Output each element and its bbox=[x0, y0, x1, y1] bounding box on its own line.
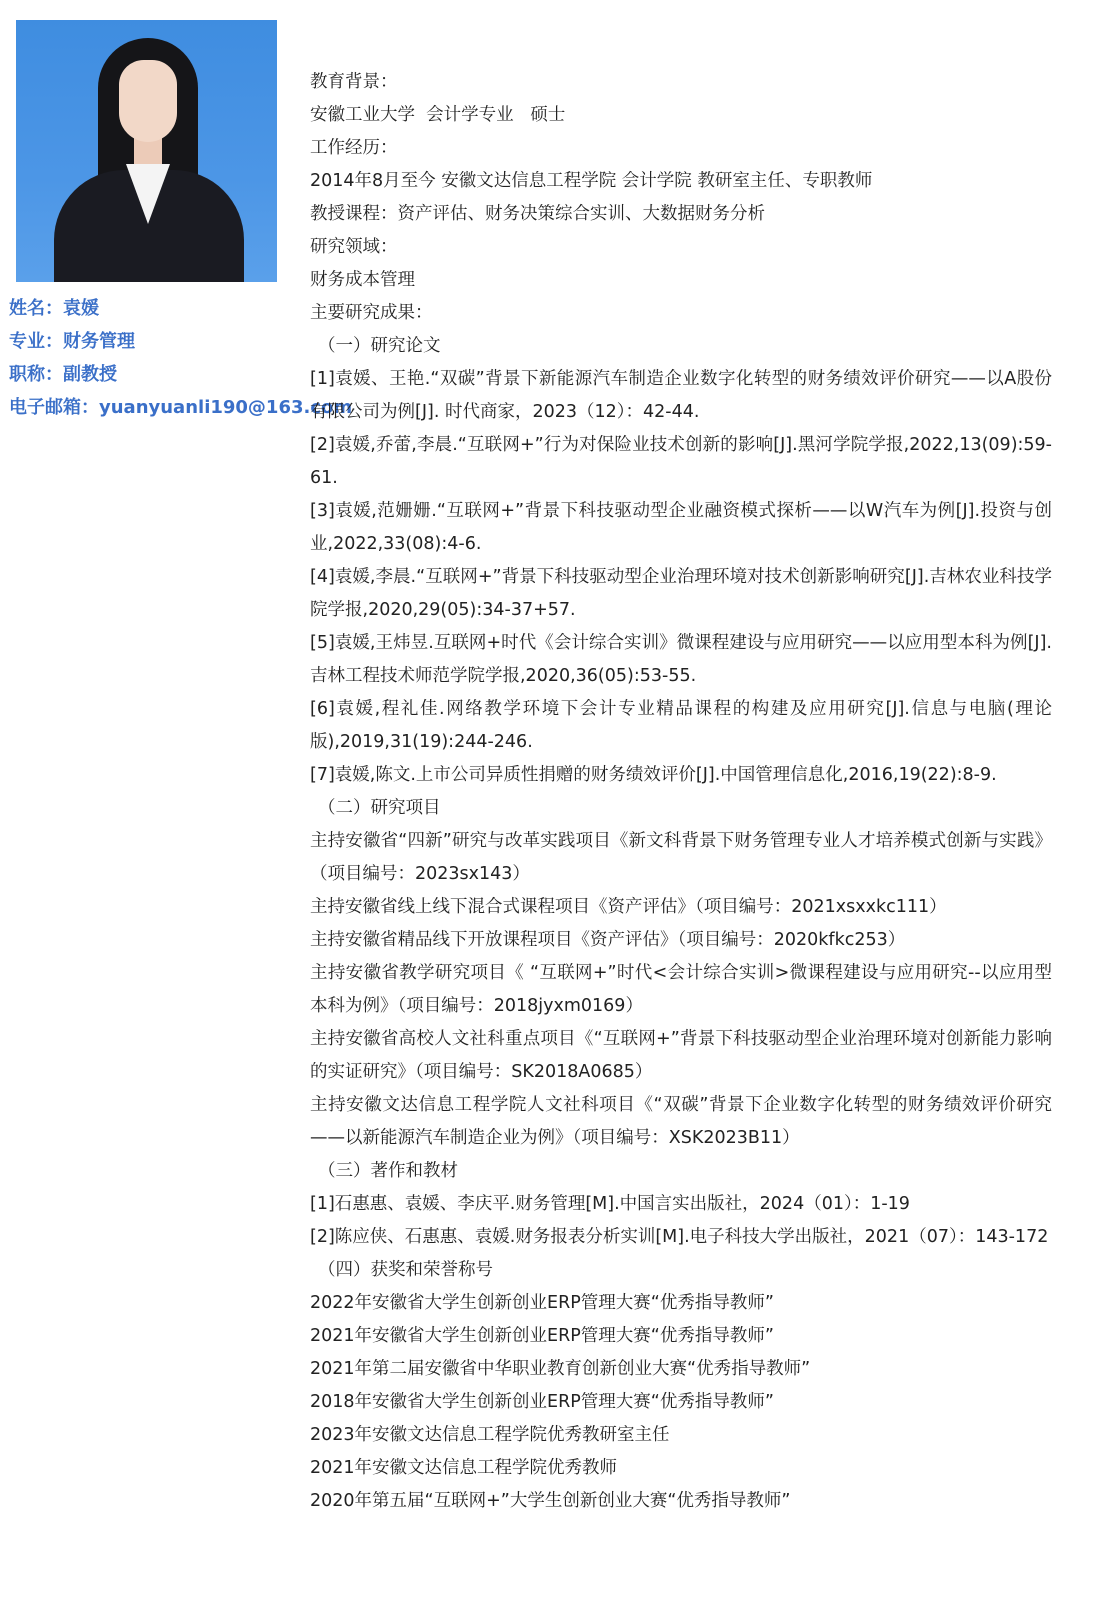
award-item: 2018年安徽省大学生创新创业ERP管理大赛“优秀指导教师” bbox=[310, 1392, 774, 1412]
award-item: 2021年安徽省大学生创新创业ERP管理大赛“优秀指导教师” bbox=[310, 1326, 774, 1346]
email-label: 电子邮箱： bbox=[9, 397, 99, 418]
research-heading: 研究领域： bbox=[310, 237, 398, 257]
project-item: 主持安徽省“四新”研究与改革实践项目《新文科背景下财务管理专业人才培养模式创新与实践》（项目编号：2023sx143） bbox=[310, 831, 1052, 884]
paper-item: [2]袁媛,乔蕾,李晨.“互联网+”行为对保险业技术创新的影响[J].黑河学院学报,2022,13(09):59-61. bbox=[310, 435, 1052, 488]
major-label: 专业： bbox=[9, 331, 63, 352]
courses-text: 教授课程：资产评估、财务决策综合实训、大数据财务分析 bbox=[310, 204, 765, 224]
award-item: 2021年安徽文达信息工程学院优秀教师 bbox=[310, 1458, 618, 1478]
paper-item: [7]袁媛,陈文.上市公司异质性捐赠的财务绩效评价[J].中国管理信息化,2016,19(22):8-9. bbox=[310, 765, 997, 785]
project-item: 主持安徽省精品线下开放课程项目《资产评估》（项目编号：2020kfkc253） bbox=[310, 930, 906, 950]
project-item: 主持安徽文达信息工程学院人文社科项目《“双碳”背景下企业数字化转型的财务绩效评价研究——以新能源汽车制造企业为例》（项目编号：XSK2023B11） bbox=[310, 1095, 1052, 1148]
title-value: 副教授 bbox=[63, 364, 117, 385]
project-item: 主持安徽省教学研究项目《 “互联网+”时代<会计综合实训>微课程建设与应用研究--以应用型本科为例》（项目编号：2018jyxm0169） bbox=[310, 963, 1052, 1016]
project-item: 主持安徽省线上线下混合式课程项目《资产评估》（项目编号：2021xsxxkc111） bbox=[310, 897, 947, 917]
name-label: 姓名： bbox=[9, 298, 63, 319]
projects-heading: （二）研究项目 bbox=[318, 798, 441, 818]
award-item: 2023年安徽文达信息工程学院优秀教研室主任 bbox=[310, 1425, 670, 1445]
paper-item: [6]袁媛,程礼佳.网络教学环境下会计专业精品课程的构建及应用研究[J].信息与电脑(理论版),2019,31(19):244-246. bbox=[310, 699, 1052, 752]
profile-title-row bbox=[9, 363, 339, 387]
project-item: 主持安徽省高校人文社科重点项目《“互联网+”背景下科技驱动型企业治理环境对创新能力影响的实证研究》（项目编号：SK2018A0685） bbox=[310, 1029, 1052, 1082]
work-heading: 工作经历： bbox=[310, 138, 398, 158]
profile-major-row bbox=[9, 330, 339, 354]
email-value: yuanyuanli190@163.com bbox=[99, 397, 353, 418]
results-heading: 主要研究成果： bbox=[310, 303, 433, 323]
profile-name-row bbox=[9, 297, 339, 321]
education-heading: 教育背景： bbox=[310, 72, 398, 92]
book-item: [1]石惠惠、袁媛、李庆平.财务管理[M].中国言实出版社，2024（01）：1-19 bbox=[310, 1194, 910, 1214]
paper-item: [1]袁媛、王艳.“双碳”背景下新能源汽车制造企业数字化转型的财务绩效评价研究——以A股份有限公司为例[J]. 时代商家，2023（12）：42-44. bbox=[310, 369, 1052, 422]
paper-item: [4]袁媛,李晨.“互联网+”背景下科技驱动型企业治理环境对技术创新影响研究[J].吉林农业科技学院学报,2020,29(05):34-37+57. bbox=[310, 567, 1052, 620]
name-value: 袁媛 bbox=[63, 298, 99, 319]
education-text: 安徽工业大学 会计学专业 硕士 bbox=[310, 105, 566, 125]
profile-email-row bbox=[9, 396, 353, 420]
profile-content bbox=[310, 66, 1052, 1518]
research-text: 财务成本管理 bbox=[310, 270, 415, 290]
book-item: [2]陈应侠、石惠惠、袁媛.财务报表分析实训[M].电子科技大学出版社，2021（07）：143-172 bbox=[310, 1227, 1049, 1247]
paper-item: [3]袁媛,范姗姗.“互联网+”背景下科技驱动型企业融资模式探析——以W汽车为例[J].投资与创业,2022,33(08):4-6. bbox=[310, 501, 1052, 554]
major-value: 财务管理 bbox=[63, 331, 135, 352]
papers-heading: （一）研究论文 bbox=[318, 336, 441, 356]
books-heading: （三）著作和教材 bbox=[318, 1161, 458, 1181]
title-label: 职称： bbox=[9, 364, 63, 385]
award-item: 2020年第五届“互联网+”大学生创新创业大赛“优秀指导教师” bbox=[310, 1491, 791, 1511]
award-item: 2021年第二届安徽省中华职业教育创新创业大赛“优秀指导教师” bbox=[310, 1359, 811, 1379]
work-text: 2014年8月至今 安徽文达信息工程学院 会计学院 教研室主任、专职教师 bbox=[310, 171, 873, 191]
photo-face bbox=[119, 60, 177, 142]
paper-item: [5]袁媛,王炜昱.互联网+时代《会计综合实训》微课程建设与应用研究——以应用型本科为例[J].吉林工程技术师范学院学报,2020,36(05):53-55. bbox=[310, 633, 1052, 686]
award-item: 2022年安徽省大学生创新创业ERP管理大赛“优秀指导教师” bbox=[310, 1293, 774, 1313]
awards-heading: （四）获奖和荣誉称号 bbox=[318, 1260, 493, 1280]
profile-photo bbox=[16, 20, 277, 282]
